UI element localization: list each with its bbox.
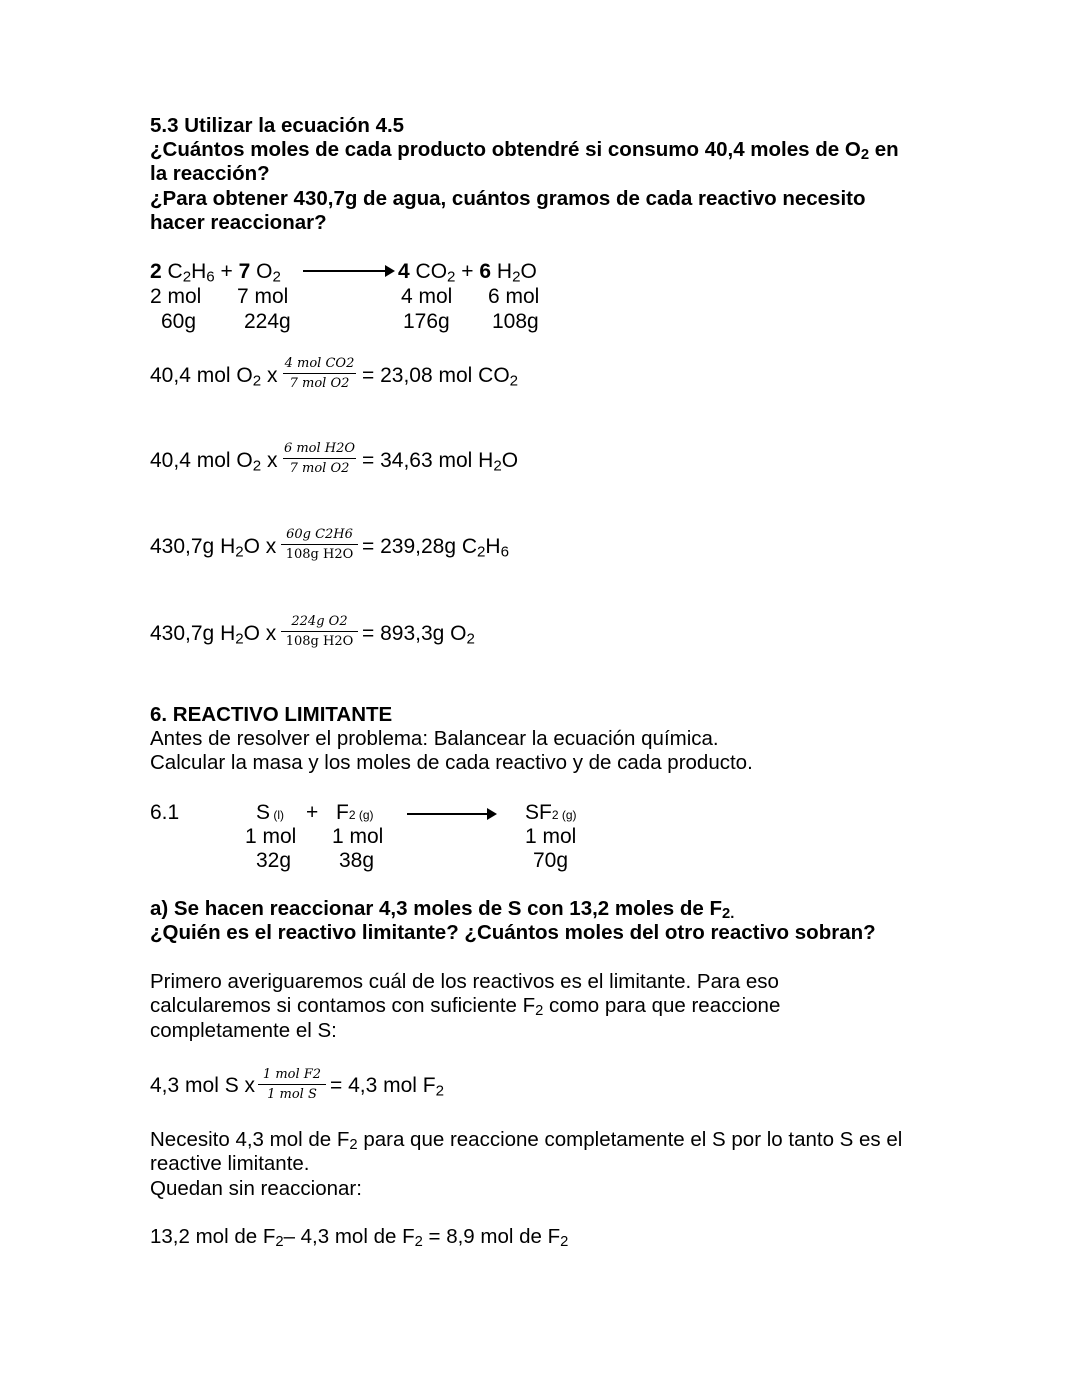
explanation-line-3: completamente el S: xyxy=(150,1019,337,1042)
conclusion-line-2: reactive limitante. xyxy=(150,1152,310,1175)
reaction1-mass-1: 60g xyxy=(161,310,197,333)
reaction2-label: 6.1 xyxy=(150,801,180,824)
reaction1-products: 4 $CO_2 + 6$ $H_2O$ xyxy=(398,260,537,286)
question-1-line-2: la reacción? xyxy=(150,162,270,185)
conclusion-line-3: Quedan sin reaccionar: xyxy=(150,1177,362,1200)
reaction2-mol-2: 1 mol xyxy=(332,825,384,848)
conclusion-line-1: Necesito 4,3 mol de $F_2$ para que reaccione completamente el S por lo tanto S es el xyxy=(150,1128,903,1154)
reaction1-mass-4: 108g xyxy=(492,310,539,333)
calc-1-result: = 23,08 mol $CO_2$ xyxy=(362,364,519,390)
section-6-line-1: Antes de resolver el problema: Balancear la ecuación química. xyxy=(150,727,719,750)
calc-4-lhs: 430,7g $H_2O$ x xyxy=(150,622,277,648)
calc-3-lhs: 430,7g $H_2O$ x xyxy=(150,535,277,561)
reaction2-mol-1: 1 mol xyxy=(245,825,297,848)
section-title-5-3: 5.3 Utilizar la ecuación 4.5 xyxy=(150,114,405,137)
reaction1-mol-1: 2 mol xyxy=(150,285,202,308)
calc-4-fraction: $\frac{\text{224g O2}}{\text{108g H2O}}$ xyxy=(281,614,358,649)
calc-2-result: = 34,63 mol $H_2O$ xyxy=(362,449,519,475)
reaction2-mass-1: 32g xyxy=(256,849,292,872)
calc-2-lhs: 40,4 mol $O_2$ x xyxy=(150,449,278,475)
final-subtraction: 13,2 mol de $F_2-$ 4,3 mol de $F_2 = 8,9$ mol de $F_2$ xyxy=(150,1225,569,1251)
reaction2-arrow-icon xyxy=(407,813,495,815)
calc-1-lhs: 40,4 mol $O_2$ x xyxy=(150,364,278,390)
section-title-6: 6. REACTIVO LIMITANTE xyxy=(150,703,393,726)
reaction2-mol-3: 1 mol xyxy=(525,825,577,848)
reaction2-mass-3: 70g xyxy=(533,849,569,872)
calc-3-fraction: $\frac{\text{60g C2H6}}{\text{108g H2O}}$ xyxy=(281,527,358,562)
calc-1-fraction: 4 mol CO2 7 mol O2 xyxy=(284,356,355,391)
reaction1-mass-2: 224g xyxy=(244,310,291,333)
calc-5-result: = 4,3 mol $F_2$ xyxy=(330,1074,445,1100)
part-a-question-2: ¿Quién es el reactivo limitante? ¿Cuántos moles del otro reactivo sobran? xyxy=(150,921,876,944)
reaction2-reactant-1: S (l) xyxy=(256,801,285,824)
calc-5-fraction: 1 mol F2 1 mol S xyxy=(258,1067,326,1102)
part-a-question-1: a) Se hacen reaccionar 4,3 moles de S con 13,2 moles de $F_{2.}$ xyxy=(150,897,735,923)
calc-3-result: = 239,28g $C_2H_6$ xyxy=(362,535,509,561)
reaction2-product: SF2 (g) xyxy=(525,801,577,824)
reaction1-mass-3: 176g xyxy=(403,310,450,333)
reaction2-reactant-2: F2 (g) xyxy=(336,801,374,824)
reaction1-arrow-icon xyxy=(303,270,393,272)
question-1-line-1: ¿Cuántos moles de cada producto obtendré si consumo 40,4 moles de $O_2$ en xyxy=(150,138,899,164)
reaction2-plus: + xyxy=(306,801,319,824)
explanation-line-2: calcularemos si contamos con suficiente $F_2$ como para que reaccione xyxy=(150,994,781,1020)
reaction1-reactants: 2 $C_2H_6 + 7$ $O_2$ xyxy=(150,260,281,286)
question-2-line-1: ¿Para obtener 430,7g de agua, cuántos gramos de cada reactivo necesito xyxy=(150,187,866,210)
reaction1-mol-3: 4 mol xyxy=(401,285,453,308)
calc-2-fraction: 6 mol H2O 7 mol O2 xyxy=(283,441,356,476)
calc-4-result: = 893,3g $O_2$ xyxy=(362,622,475,648)
reaction2-mass-2: 38g xyxy=(339,849,375,872)
reaction1-mol-2: 7 mol xyxy=(237,285,289,308)
calc-5-lhs: 4,3 mol S x xyxy=(150,1074,256,1097)
question-2-line-2: hacer reaccionar? xyxy=(150,211,327,234)
reaction1-mol-4: 6 mol xyxy=(488,285,540,308)
section-6-line-2: Calcular la masa y los moles de cada reactivo y de cada producto. xyxy=(150,751,753,774)
explanation-line-1: Primero averiguaremos cuál de los reactivos es el limitante. Para eso xyxy=(150,970,779,993)
